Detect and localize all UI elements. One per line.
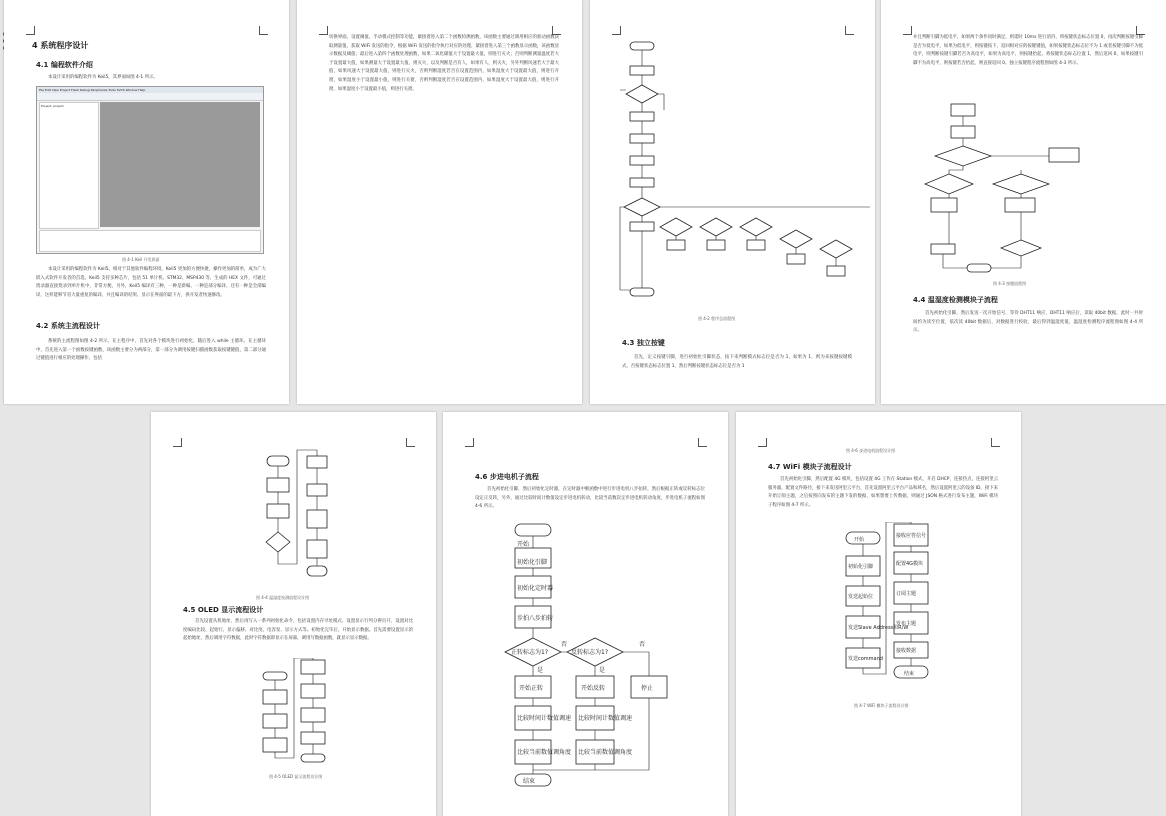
oled-flowchart [151, 658, 436, 768]
section-heading: 4.2 系统主流程设计 [36, 322, 100, 330]
start-text: 开始 [854, 537, 865, 543]
section-heading: 4.5 OLED 显示流程设计 [183, 606, 264, 614]
end-text: 结束 [523, 778, 536, 785]
paragraph: 本设计采用的编程软件为 Keil5。相对于其他软件编程环境，Keil5 更加的方便快捷，操作更加的简单，成为广大嵌入式软件开发者的首选。Keil5 支持多种芯片，包括 51 单片机、STM32、MSP430 等，生成的 HEX 文件，可通过烧录器直接烧录到单片机中，非常方便。另外，Keil5 编译有三种，一种是新编、一种是部分编译、还有一种是全部编译，这样能够节省大量重复的编译，并且编译的结果、显示在界面的最下方，供开发者快速修改。 [36, 267, 266, 298]
document-page-5 [151, 412, 436, 816]
figure-caption: 图 4-2 程序总流程图 [698, 316, 736, 321]
reverse-text: 开始反转 [581, 685, 606, 692]
figure-caption: 图 4-3 按键流程图 [993, 281, 1027, 286]
yes-label: 是 [537, 667, 544, 674]
section-heading: 4.3 独立按键 [622, 339, 665, 347]
header-caption: 图 4-6 步进电机流程设计图 [846, 448, 896, 453]
set-mode-text: 配置4G模块 [896, 561, 924, 567]
document-page-1 [4, 0, 289, 404]
document-page-4 [881, 0, 1166, 404]
section-heading: 4.6 步进电机子流程 [475, 473, 539, 481]
document-page-2 [297, 0, 582, 404]
end-text: 结束 [904, 671, 915, 677]
send-command-text: 发送command [848, 656, 883, 662]
document-page-7 [736, 412, 1021, 816]
figure-caption: 图 4-1 Keil 开发界面 [122, 257, 160, 262]
publish-text: 发布主题 [896, 621, 917, 627]
recv-ack-text: 接收应答信号 [896, 533, 927, 539]
eight-step-text: 步拍八步拍转 [517, 615, 554, 622]
reverse-question-text: 反转标志为1? [571, 649, 609, 656]
compare-time-text: 比较时间计数值调速 [517, 715, 572, 722]
forward-question-text: 正转标志为1? [511, 649, 549, 656]
init-pin-text: 初始化引脚 [848, 564, 874, 570]
paragraph: 首先初始化引脚，然后发送一次开始信号，等待 DHT11 响应，DHT11 响应后，读取 40bit 数据，此时一共时间约为读至位置，依次读 40bit 数据后，对数据进行校验，最后得到温湿度值，温湿度检测程序流程图如图 4-4 所示。 [913, 311, 1143, 334]
stop-text: 停止 [641, 685, 654, 692]
figure-caption: 图 4-7 WiFi 模块子流程设计图 [854, 703, 909, 708]
project-tree: Project: project [41, 104, 64, 108]
figure-caption: 图 4-5 OLED 显示流程设计图 [269, 774, 323, 779]
paragraph: 系统的主流程图如图 4-2 所示。在主程序中，首先对各个模块进行初始化，随后进入 while 主循环。在主循环中，首先进入第一个函数按键函数，该函数主要分为两部分，第一部分为调用按键扫描函数获取按键键值，第二部分通过键值进行相应的处理操作，包括 [36, 339, 266, 362]
document-page-3 [590, 0, 875, 404]
paragraph: 本设计采用的编程软件为 Keil5，其界面如图 4-1 所示。 [48, 75, 158, 80]
compare-time-text: 比较时间计数值调速 [578, 715, 633, 722]
no-label: 否 [561, 641, 568, 648]
main-flowchart [590, 30, 875, 340]
keil-menu-bar: File Edit View Project Flash Debug Peripherals Tools SVCS Window Help [37, 87, 263, 93]
key-flowchart [881, 98, 1166, 278]
chapter-heading: 4 系统程序设计 [32, 41, 89, 50]
section-heading: 4.1 编程软件介绍 [36, 61, 93, 69]
subscribe-text: 订阅主题 [896, 591, 917, 597]
section-heading: 4.7 WiFi 模块子流程设计 [768, 463, 852, 471]
document-page-6 [443, 412, 728, 816]
figure-caption: 图 4-4 温湿度检测流程设计图 [256, 595, 310, 600]
paragraph: 并且判断引脚为低电平，如果两个条件同时满足，则延时 10ms 进行消抖，将按键状态标志位置 0，再次判断按键引脚是否为低电平，如果为低电平，则按键按下，返回相对应的按键键值，如果按键状态标志位不为 1 或者按键引脚不为低电平，则判断按键引脚若否为高电平，如果为高电平，则按键抬起，将按键状态标志位置 1，然后返回 0，如果按键引脚不为高电平，则按键若否抬起，则直接返回 0。独立按键程序流程图如图 4-3 所示。 [913, 35, 1143, 66]
start-text: 开始 [517, 541, 530, 548]
no-label: 否 [639, 641, 646, 648]
send-start-text: 发送起始位 [848, 594, 874, 600]
paragraph: 首先初始化引脚，然后配置 4G 模块，包括设置 4G 工作在 Station 模式，开启 DHCP，连接热点，连接阿里云服务器，配置文件路径，接下来发送阿里云平台，首先设置阿里云平台产品和域名，然后设置阿里云的设备 ID，接下来开始订阅主题，之后按照向发布的主题下发的数据，如果想要上传数据，则通过 JSON 格式进行发布主题，WiFi 模块子程序如图 4-7 所示。 [768, 477, 998, 508]
init-pin-text: 初始化引脚 [517, 559, 548, 566]
keil-ide-screenshot [36, 86, 264, 254]
paragraph: 首先设置从机地址，然后再写入一系列初始化命令，包括设置内存寻址模式、设置显示行列分辨页开，设置对比度编码比较、起始行、显示偏移、对比度、电容泵、显示方式等。初始化完毕后，开始显示数据。首先需要设置显示的起始地址，然后调用字符数据，此时字符数据即显示在屏幕，调用写数据函数，就显示显示数据。 [183, 619, 413, 642]
section-heading: 4.4 温湿度检测模块子流程 [913, 296, 998, 304]
stepper-flowchart [443, 520, 728, 790]
init-timer-text: 初始化定时器 [517, 585, 554, 592]
paragraph: 首先，定义按键引脚，进行初始化引脚状态，按下来判断模式标志位是否为 1，如果为 1，则为来按键按键模式，否按键状态标志位置 1，然后判断按键状态标志位是否为 1 [622, 355, 852, 369]
compare-angle-text: 比较当前数值调角度 [578, 749, 633, 756]
wifi-flowchart [736, 522, 1021, 702]
paragraph: 首先初始化引脚，然后初始化定时器，在定时器中断函数中进行步进电机八步拍转，然后根据正转或反转标志位设定正反转，另外，通过比较时间计数值设定步进电机转动，比较当前数次定步进电机转动角度，步进电机子流程如图 4-6 所示。 [475, 487, 705, 510]
send-slave-text: 发送Slave Address和R/W [848, 625, 909, 631]
compare-angle-text: 比较当前数值调角度 [517, 749, 572, 756]
paragraph: 切换界面、设置阈值、手动模式控制等功能，紧接着进入第二个函数检测函数，该函数主要通过调用相应的驱动函数获取测量值，获取 WiFi 发送的指令，根据 WiFi 发送的指令执行对应的处理，紧接着进入第三个函数显示函数，该函数显示数据及阈值；最后进入第四个函数处理函数，如果二氧化碳值大于设置最大值，则进行灭火；否则判断测量温度若大于设置最大值，如果测量大于设置最大值，则灭火，以及判断是否有人，如果有人，则灭火，另外判断风速若大于最大值，如果风速大于设置最大值，则进行灭火，否则判断湿度若否在设置范围内，如果湿度大于设置最大值，则进行开窗，如果湿度小于设置最小值，则进行关窗，否则判断湿度若否在设置范围内，如果湿度大于设置最大值，则进行开窗，如果湿度小于设置最小值，则进行关窗。 [329, 35, 559, 92]
receive-data-text: 接收数据 [896, 648, 917, 654]
forward-text: 开始正转 [519, 685, 544, 692]
yes-label: 是 [599, 667, 606, 674]
